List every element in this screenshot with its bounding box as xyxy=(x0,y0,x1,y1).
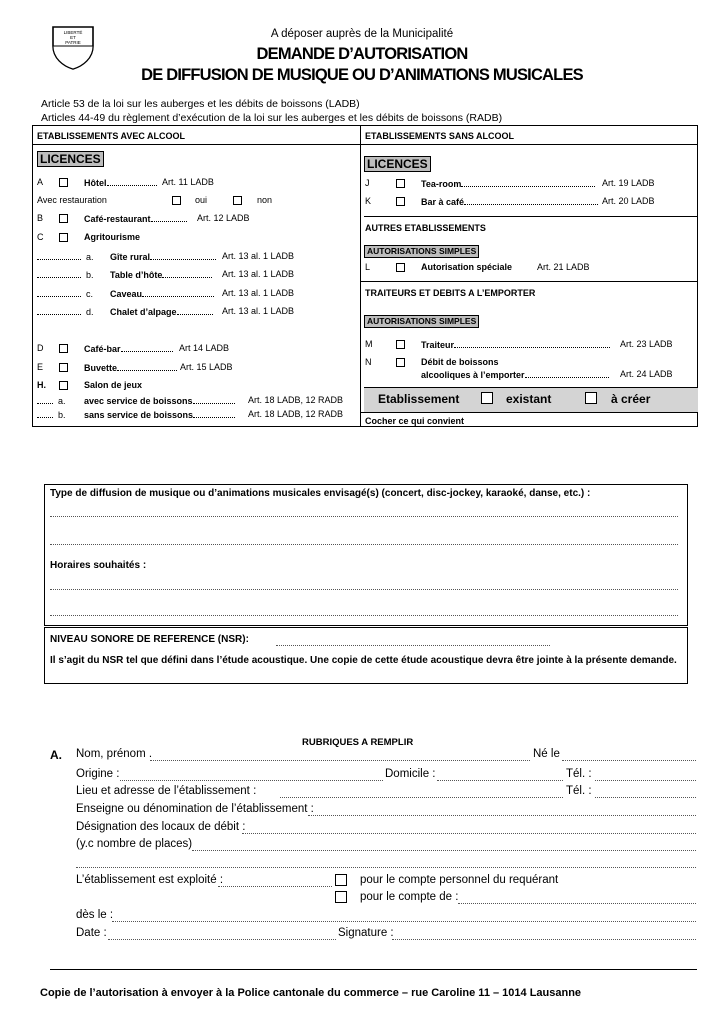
label-table-hote: Table d’hôte xyxy=(110,269,212,280)
diffusion-box xyxy=(44,484,688,626)
left-letter-b: B xyxy=(37,213,44,223)
label-yc-nombre-places: (y.c nombre de places) xyxy=(76,838,193,850)
left-letter-c: C xyxy=(37,232,44,242)
label-a-creer: à créer xyxy=(611,392,651,406)
art-sans-service: Art. 18 LADB, 12 RADB xyxy=(248,409,344,419)
extra-line[interactable] xyxy=(76,867,696,868)
page-title-line1: DEMANDE D’AUTORISATION xyxy=(256,45,468,63)
seal-text-3: PATRIE xyxy=(65,40,81,45)
page-title-line2: DE DIFFUSION DE MUSIQUE OU D’ANIMATIONS MUSICALES xyxy=(141,66,583,84)
compte-de-field[interactable] xyxy=(458,903,696,904)
traiteurs-heading: TRAITEURS ET DEBITS A L’EMPORTER xyxy=(365,288,536,298)
tel-2-field[interactable] xyxy=(595,797,696,798)
autres-heading: AUTRES ETABLISSEMENTS xyxy=(365,223,486,233)
type-diffusion-label: Type de diffusion de musique ou d’animations musicales envisagé(s) (concert, disc-jockey, karaoké, danse, etc.) : xyxy=(50,488,591,499)
art-table-hote: Art. 13 al. 1 LADB xyxy=(222,269,295,279)
sub-row-chalet: d. xyxy=(37,306,94,317)
sub-row-gite: a. xyxy=(37,251,94,262)
label-debit-boissons: Débit de boissons xyxy=(421,357,499,367)
label-domicile: Domicile : xyxy=(385,768,436,780)
checkbox-resto-oui[interactable] xyxy=(172,196,181,205)
label-date: Date : xyxy=(76,927,107,939)
nsr-label: NIVEAU SONORE DE REFERENCE (NSR): xyxy=(50,634,249,645)
checkbox-tea-room[interactable] xyxy=(396,179,405,188)
type-diffusion-line-2[interactable] xyxy=(50,544,678,545)
label-enseigne: Enseigne ou dénomination de l’établissement : xyxy=(76,803,314,815)
label-sans-service: sans service de boissons xyxy=(84,409,235,420)
art-bar-cafe: Art. 20 LADB xyxy=(602,196,655,206)
cocher-note: Cocher ce qui convient xyxy=(365,416,465,426)
right-heading: ETABLISSEMENTS SANS ALCOOL xyxy=(365,131,515,141)
nsr-input-line[interactable] xyxy=(276,645,550,646)
right-letter-l: L xyxy=(365,262,371,272)
horaires-line-1[interactable] xyxy=(50,589,678,590)
signature-field[interactable] xyxy=(392,939,696,940)
sub-row-salon-sans: b. xyxy=(37,409,66,420)
art-cafe-restaurant: Art. 12 LADB xyxy=(197,213,250,223)
label-tel-2: Tél. : xyxy=(566,785,592,797)
designation-locaux-field[interactable] xyxy=(242,833,696,834)
label-hotel: Hôtel xyxy=(84,177,157,188)
checkbox-agritourisme[interactable] xyxy=(59,233,68,242)
checkbox-hotel[interactable] xyxy=(59,178,68,187)
label-exploite: L’établissement est exploité : xyxy=(76,874,224,886)
art-autorisation-speciale: Art. 21 LADB xyxy=(537,262,590,272)
right-letter-j: J xyxy=(365,178,370,188)
ne-le-field[interactable] xyxy=(562,760,696,761)
left-licences-badge: LICENCES xyxy=(37,150,104,168)
label-compte-de: pour le compte de : xyxy=(360,891,459,903)
label-salon-jeux: Salon de jeux xyxy=(84,380,143,390)
seal-text-2: ET xyxy=(70,35,76,40)
checkbox-a-creer[interactable] xyxy=(585,392,597,404)
checkbox-resto-non[interactable] xyxy=(233,196,242,205)
label-avec-restauration: Avec restauration xyxy=(37,195,107,205)
art-chalet-alpage: Art. 13 al. 1 LADB xyxy=(222,306,295,316)
horaires-label: Horaires souhaités : xyxy=(50,560,147,571)
label-autorisation-speciale: Autorisation spéciale xyxy=(421,262,513,272)
label-bar-cafe: Bar à café xyxy=(421,196,598,207)
label-signature: Signature : xyxy=(338,927,394,939)
origine-field[interactable] xyxy=(120,780,383,781)
left-letter-e: E xyxy=(37,362,44,372)
art-caveau: Art. 13 al. 1 LADB xyxy=(222,288,295,298)
label-des-le: dès le : xyxy=(76,909,114,921)
left-heading: ETABLISSEMENTS AVEC ALCOOL xyxy=(37,131,186,141)
checkbox-traiteur[interactable] xyxy=(396,340,405,349)
exploite-field[interactable] xyxy=(218,886,332,887)
label-buvette: Buvette xyxy=(84,362,177,373)
domicile-field[interactable] xyxy=(437,780,563,781)
label-avec-service: avec service de boissons xyxy=(84,395,235,406)
art-traiteur: Art. 23 LADB xyxy=(620,339,673,349)
article-ladb: Article 53 de la loi sur les auberges et les débits de boissons (LADB) xyxy=(41,98,360,110)
nombre-places-field[interactable] xyxy=(192,850,696,851)
date-field[interactable] xyxy=(108,939,336,940)
art-hotel: Art. 11 LADB xyxy=(162,177,214,187)
left-letter-d: D xyxy=(37,343,44,353)
label-designation-locaux: Désignation des locaux de débit : xyxy=(76,821,246,833)
art-buvette: Art. 15 LADB xyxy=(180,362,233,372)
rubriques-heading: RUBRIQUES A REMPLIR xyxy=(302,737,414,748)
label-non: non xyxy=(257,195,273,205)
lieu-adresse-field[interactable] xyxy=(280,797,563,798)
checkbox-buvette[interactable] xyxy=(59,363,68,372)
checkbox-salon-jeux[interactable] xyxy=(59,381,68,390)
label-tel-1: Tél. : xyxy=(566,768,592,780)
table-divider xyxy=(360,125,361,427)
sub-row-table-hote: b. xyxy=(37,269,94,280)
checkbox-autorisation-speciale[interactable] xyxy=(396,263,405,272)
label-existant: existant xyxy=(506,392,552,406)
label-oui: oui xyxy=(195,195,208,205)
label-cafe-bar: Café-bar xyxy=(84,343,173,354)
art-gite-rural: Art. 13 al. 1 LADB xyxy=(222,251,295,261)
left-letter-h: H. xyxy=(37,380,46,390)
checkbox-compte-personnel[interactable] xyxy=(335,874,347,886)
checkbox-cafe-bar[interactable] xyxy=(59,344,68,353)
label-agritourisme: Agritourisme xyxy=(84,232,141,242)
autorisations-simples-badge-1: AUTORISATIONS SIMPLES xyxy=(364,241,479,259)
art-cafe-bar: Art 14 LADB xyxy=(179,343,230,353)
article-radb: Articles 44-49 du règlement d’exécution de la loi sur les auberges et les débits de boissons (RADB) xyxy=(41,112,503,124)
section-a-label: A. xyxy=(50,748,62,762)
footer-note: Copie de l’autorisation à envoyer à la Police cantonale du commerce – rue Caroline 11 – 1014 Lausanne xyxy=(40,987,582,999)
art-tea-room: Art. 19 LADB xyxy=(602,178,655,188)
label-compte-personnel: pour le compte personnel du requérant xyxy=(360,874,559,886)
footer-rule xyxy=(50,969,697,970)
label-tea-room: Tea-room xyxy=(421,178,595,189)
label-gite-rural: Gîte rural xyxy=(110,251,216,262)
art-avec-service: Art. 18 LADB, 12 RADB xyxy=(248,395,344,405)
type-diffusion-line-1[interactable] xyxy=(50,516,678,517)
nsr-note: Il s’agit du NSR tel que défini dans l’étude acoustique. Une copie de cette étude acoustique devra être jointe à la présente demande. xyxy=(50,655,677,666)
checkbox-cafe-restaurant[interactable] xyxy=(59,214,68,223)
seal-text-1: LIBERTÉ xyxy=(63,30,83,35)
label-traiteur: Traiteur xyxy=(421,339,610,350)
checkbox-existant[interactable] xyxy=(481,392,493,404)
autorisations-simples-badge-2: AUTORISATIONS SIMPLES xyxy=(364,311,479,329)
label-lieu-adresse: Lieu et adresse de l’établissement : xyxy=(76,785,257,797)
right-letter-m: M xyxy=(365,339,373,349)
horaires-line-2[interactable] xyxy=(50,615,678,616)
label-chalet-alpage: Chalet d’alpage xyxy=(110,306,213,317)
label-nom-prenom: Nom, prénom . xyxy=(76,748,153,760)
label-etablissement: Etablissement xyxy=(378,392,460,406)
label-cafe-restaurant: Café-restaurant xyxy=(84,213,187,224)
checkbox-compte-de[interactable] xyxy=(335,891,347,903)
label-caveau: Caveau xyxy=(110,288,214,299)
deposit-note: A déposer auprès de la Municipalité xyxy=(270,28,454,40)
art-debit-boissons: Art. 24 LADB xyxy=(620,369,673,379)
right-letter-n: N xyxy=(365,357,372,367)
nom-prenom-field[interactable] xyxy=(150,760,530,761)
enseigne-field[interactable] xyxy=(308,815,696,816)
label-alcooliques-emporter: alcooliques à l’emporter xyxy=(421,369,609,380)
checkbox-bar-cafe[interactable] xyxy=(396,197,405,206)
tel-1-field[interactable] xyxy=(595,780,696,781)
right-letter-k: K xyxy=(365,196,372,206)
sub-row-caveau: c. xyxy=(37,288,93,299)
right-licences-badge: LICENCES xyxy=(364,155,431,173)
label-origine: Origine : xyxy=(76,768,120,780)
checkbox-debit-boissons[interactable] xyxy=(396,358,405,367)
sub-row-salon-avec: a. xyxy=(37,395,66,406)
des-le-field[interactable] xyxy=(112,921,696,922)
label-ne-le: Né le xyxy=(533,748,560,760)
left-letter-a: A xyxy=(37,177,44,187)
